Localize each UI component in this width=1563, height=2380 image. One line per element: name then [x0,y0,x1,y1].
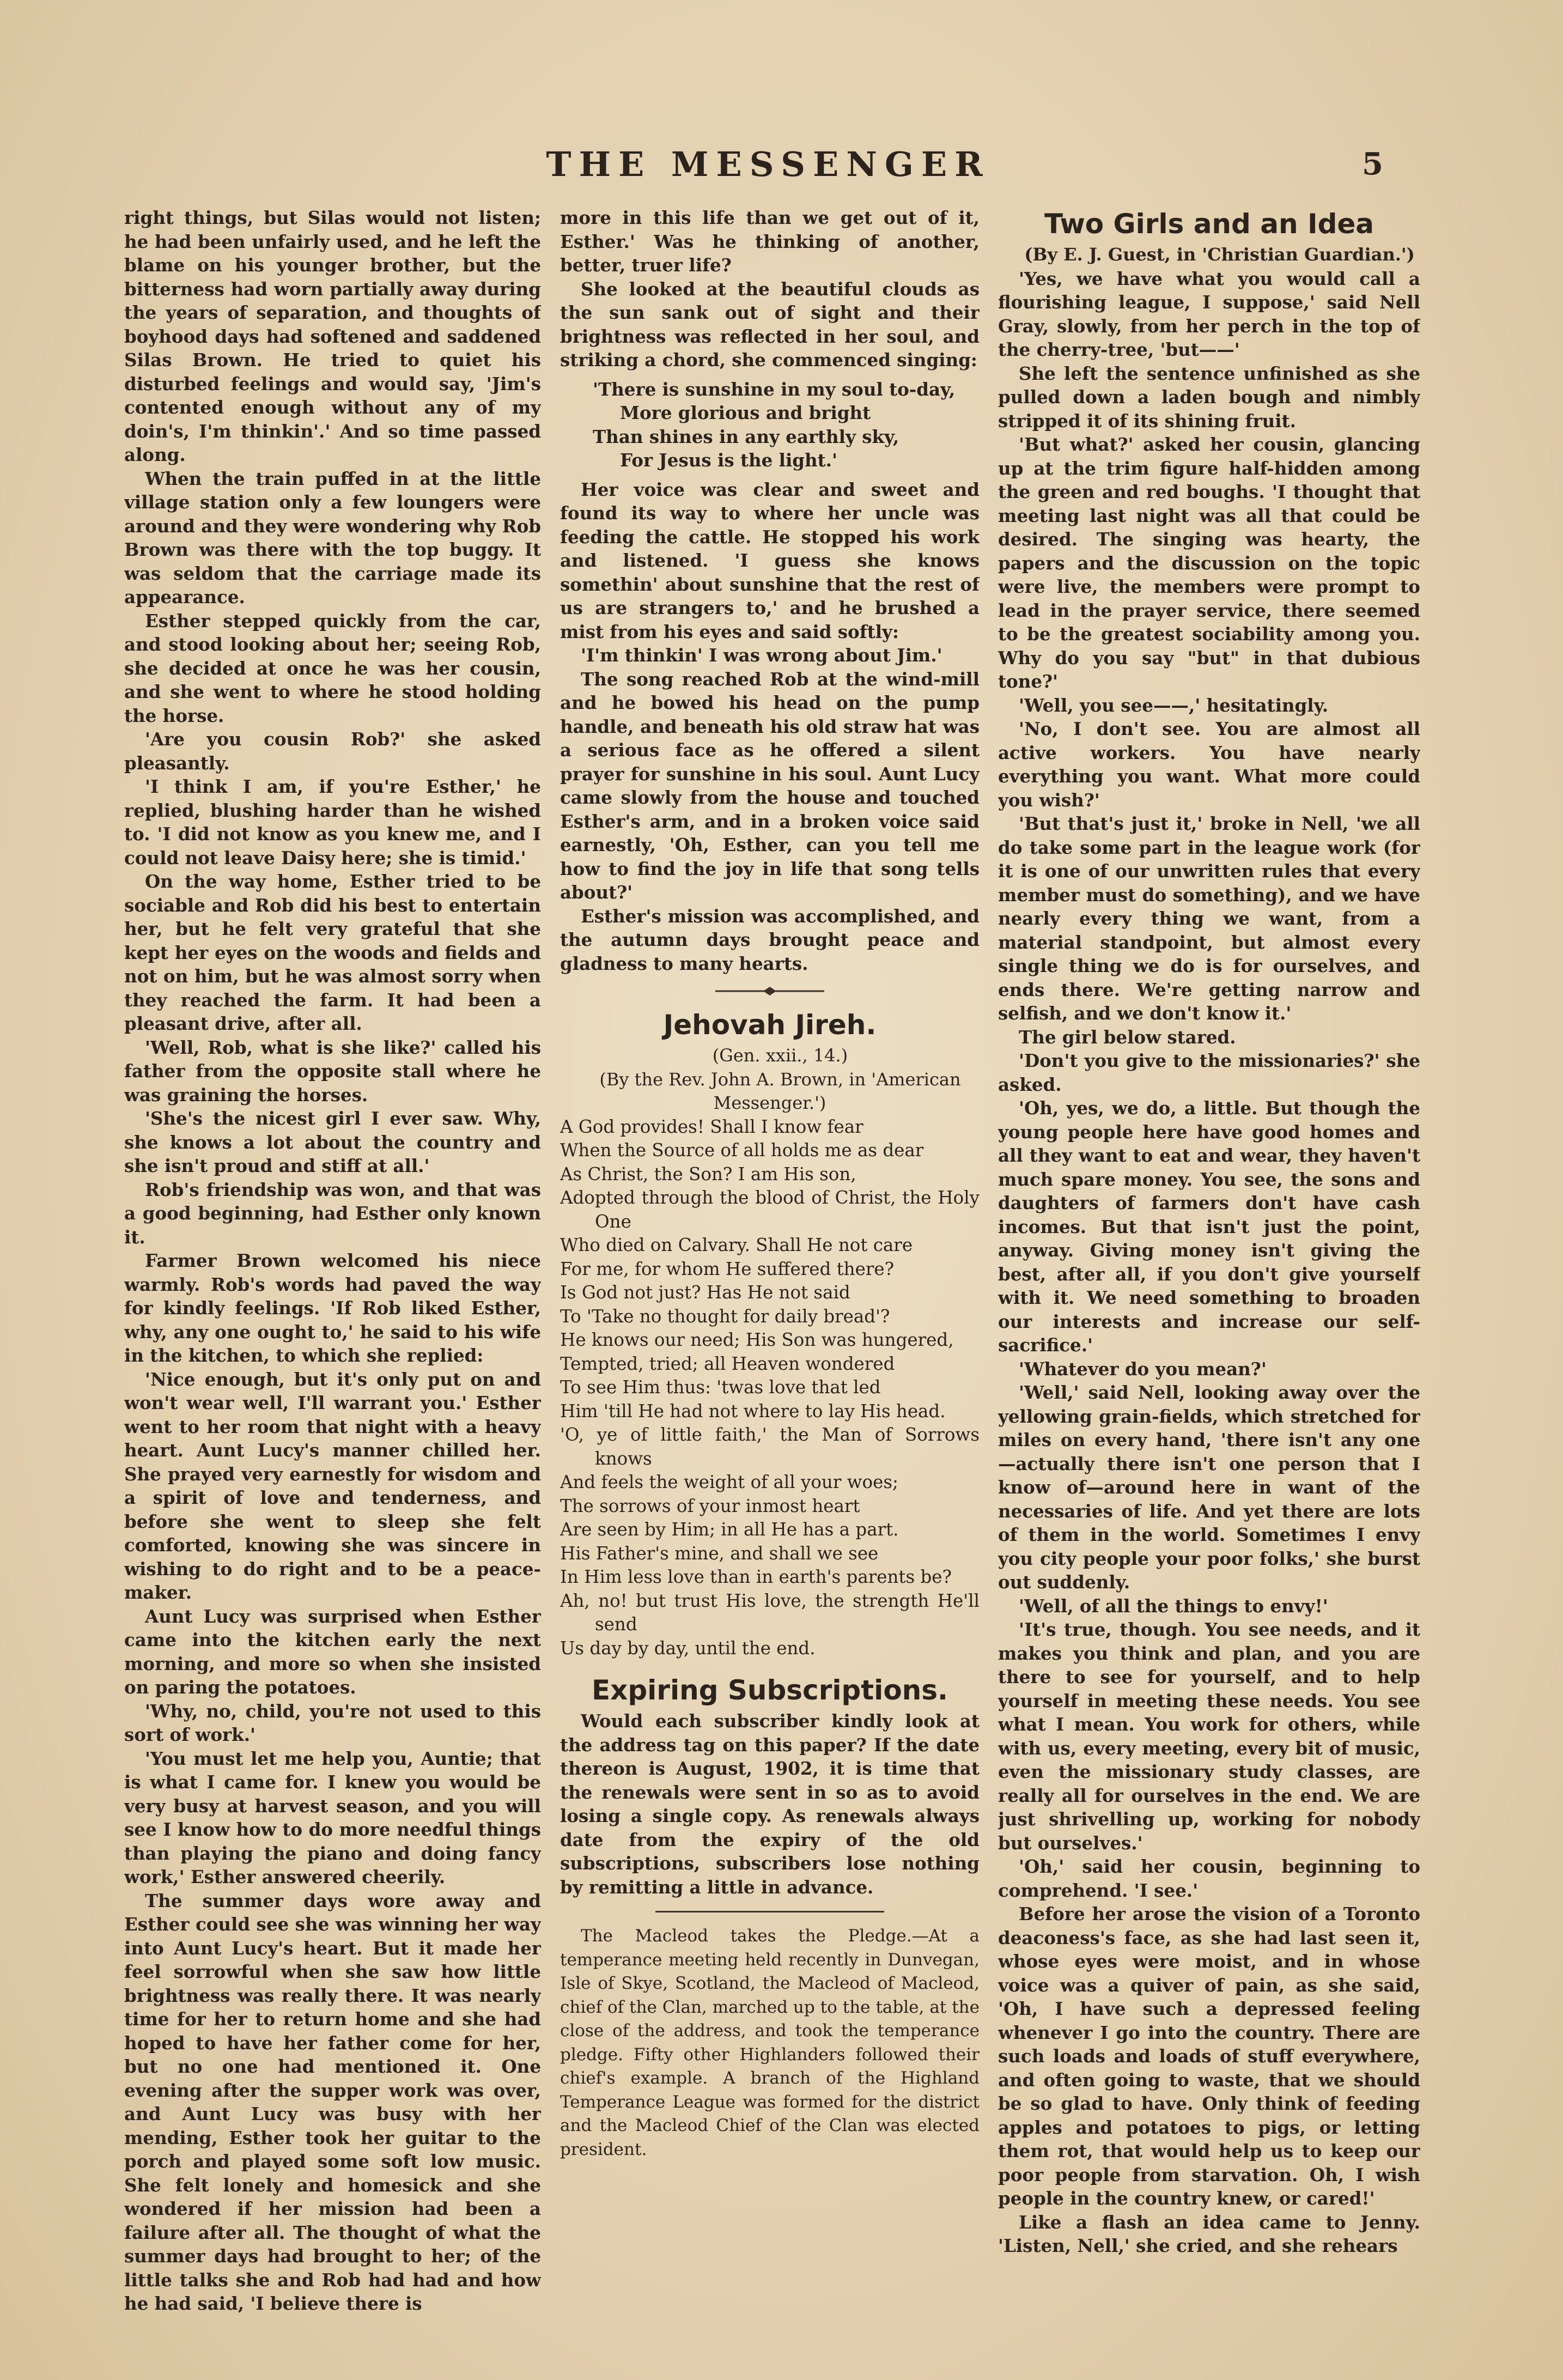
hymn-line: Ah, no! but trust His love, the strength He'll send [560,1590,980,1635]
hymn-title: Jehovah Jireh. [663,1009,877,1041]
hymn-credit: (By the Rev. John A. Brown, in 'American Messenger.') [599,1068,961,1113]
story-continuation [560,206,980,975]
hymn-line: Who died on Calvary. Shall He not care [560,1235,913,1255]
paragraph: Esther stepped quickly from the car, and stood looking about her; seeing Rob, she decided at once he was her cousin, and she went to where he stood holding the horse. [124,610,541,726]
paragraph: 'But what?' asked her cousin, glancing up at the trim figure half-hidden among the green and red boughs. 'I thought that meeting last night was all that could be desired. The singing was hearty, the papers and the discussion on the topic were live, the members were prompt to lead in the prayer service, there seemed to be the greatest sociability among you. Why do you say "but" in that dubious tone?' [998,434,1420,692]
paragraph: 'Whatever do you mean?' [1019,1358,1267,1380]
paragraph: 'Are you cousin Rob?' she asked pleasantly. [124,728,541,774]
paragraph: 'Well, you see——,' hesitatingly. [1019,694,1329,716]
paragraph: When the train puffed in at the little village station only a few loungers were around and they were wondering why Rob Brown was there with the top buggy. It was seldom that the carriage made its appearance. [124,467,541,608]
paragraph: 'It's true, though. You see needs, and it makes you think and plan, and you are there to see for yourself, and to help yourself in meeting these needs. You see what I mean. You work for others, while with us, every meeting, every bit of music, even the missionary study classes, are really all for ourselves in the end. We are just shrivelling up, working for nobody but ourselves.' [998,1619,1420,1854]
paragraph: Would each subscriber kindly look at the address tag on this paper? If the date thereon is August, 1902, it is time that the renewals were sent in so as to avoid losing a single copy. As renewals always date from the expiry of the old subscriptions, subscribers lose nothing by remitting a little in advance. [560,1710,980,1898]
hymn-line: To see Him thus: 'twas love that led [560,1377,881,1398]
song-line: 'There is sunshine in my soul to-day, [593,378,956,400]
paragraph: 'Nice enough, but it's only put on and won't wear well, I'll warrant you.' Esther went to her room that night with a heavy heart. Aunt Lucy's manner chilled her. She prayed very earnestly for wisdom and a spirit of love and tenderness, and before she went to sleep she felt comforted, knowing she was sincere in wishing to do right and to be a peace-maker. [124,1368,541,1603]
paragraph: Like a flash an idea came to Jenny. 'Listen, Nell,' she cried, and she rehears [998,2211,1420,2256]
paragraph: Aunt Lucy was surprised when Esther came into the kitchen early the next morning, and more so when she insisted on paring the potatoes. [124,1605,541,1698]
paragraph: The summer days wore away and Esther could see she was winning her way into Aunt Lucy's heart. But it made her feel sorrowful when she saw how little brightness was really there. It was nearly time for her to return home and she had hoped to have her father come for her, but no one had mentioned it. One evening after the supper work was over, and Aunt Lucy was busy with her mending, Esther took her guitar to the porch and played some soft low music. She felt lonely and homesick and she wondered if her mission had been a failure after all. The thought of what the summer days had brought to her; of the little talks she and Rob had had and how he had said, 'I believe there is [124,1890,541,2314]
hymn-line: For me, for whom He suffered there? [560,1258,895,1279]
hymn-reference: (Gen. xxii., 14.) [712,1045,848,1066]
hymn-line: Tempted, tried; all Heaven wondered [560,1353,895,1374]
song-verse [560,378,980,472]
hymn-line: 'O, ye of little faith,' the Man of Sorrows knows [560,1424,980,1469]
section-divider [560,983,980,999]
song-line: More glorious and bright [620,402,871,423]
hymn-line: When the Source of all holds me as dear [560,1140,924,1161]
paragraph: 'Well, Rob, what is she like?' called his father from the opposite stall where he was graining the horses. [124,1036,541,1106]
paragraph: right things, but Silas would not listen; he had been unfairly used, and he left the blame on his younger brother, but the bitterness had worn partially away during the years of separation, and thoughts of boyhood days had softened and saddened Silas Brown. He tried to quiet his disturbed feelings and would say, 'Jim's contented enough without any of my doin's, I'm thinkin'.' And so time passed along. [124,207,541,465]
paragraph: 'I think I am, if you're Esther,' he replied, blushing harder than he wished to. 'I did not know as you knew me, and I could not leave Daisy here; she is timid.' [124,776,541,869]
paragraph: Farmer Brown welcomed his niece warmly. Rob's words had paved the way for kindly feelings. 'If Rob liked Esther, why, any one ought to,' he said to his wife in the kitchen, to which she replied: [124,1250,541,1366]
hymn-line: Adopted through the blood of Christ, the Holy One [560,1187,980,1232]
paragraph: 'You must let me help you, Auntie; that is what I came for. I knew you would be very busy at harvest season, and you will see I know how to do more needful things than playing the piano and doing fancy work,' Esther answered cheerily. [124,1747,541,1887]
hymn-line: In Him less love than in earth's parents be? [560,1567,952,1587]
article-title: Two Girls and an Idea [1044,208,1375,240]
paragraph: Her voice was clear and sweet and found its way to where her uncle was feeding the cattle. He stopped his work and listened. 'I guess she knows somethin' about sunshine that the rest of us are strangers to,' and he brushed a mist from his eyes and said softly: [560,478,980,642]
hymn-line: To 'Take no thought for daily bread'? [560,1306,890,1327]
paragraph: more in this life than we get out of it, Esther.' Was he thinking of another, better, truer life? [560,207,980,276]
hymn-line: Him 'till He had not where to lay His head. [560,1400,946,1422]
paragraph: She left the sentence unfinished as she pulled down a laden bough and nimbly stripped it of its shining fruit. [998,362,1420,432]
masthead: THE MESSENGER [546,144,990,184]
song-line: Than shines in any earthly sky, [593,426,899,447]
macleod-item: The Macleod takes the Pledge.—At a temperance meeting held recently in Dunvegan, Isle of Skye, Scotland, the Macleod of Macleod, chief of the Clan, marched up to the table, at the close of the address, and took the temperance pledge. Fifty other Highlanders followed their chief's example. A branch of the Highland Temperance League was formed for the district and the Macleod Chief of the Clan was elected president. [560,1926,980,2159]
paragraph: 'Why, no, child, you're not used to this sort of work.' [124,1700,541,1745]
hymn-line: A God provides! Shall I know fear [560,1116,863,1137]
paragraph: 'Yes, we have what you would call a flourishing league, I suppose,' said Nell Gray, slowly, from her perch in the top of the cherry-tree, 'but——' [998,268,1420,360]
paragraph: 'But that's just it,' broke in Nell, 'we all do take some part in the league work (for it is one of our unwritten rules that every member must do something), and we have nearly every thing we want, from a material standpoint, but almost every single thing we do is for ourselves, and ends there. We're getting narrow and selfish, and we don't know it.' [998,813,1420,1024]
paragraph: 'Don't you give to the missionaries?' she asked. [998,1050,1420,1095]
article-credit: (By E. J. Guest, in 'Christian Guardian.') [1024,244,1415,265]
paragraph: 'She's the nicest girl I ever saw. Why, she knows a lot about the country and she isn't proud and stiff at all.' [124,1108,541,1176]
paragraph: 'Oh,' said her cousin, beginning to comprehend. 'I see.' [998,1856,1420,1901]
hymn-line: He knows our need; His Son was hungered, [560,1329,954,1350]
hymn-line: As Christ, the Son? I am His son, [560,1163,856,1185]
paragraph: 'Well, of all the things to envy!' [1019,1595,1328,1617]
column-2 [560,206,980,2331]
hymn-line: Is God not just? Has He not said [560,1282,850,1303]
column-3 [998,206,1420,2331]
paragraph: Before her arose the vision of a Toronto deaconess's face, as she had last seen it, whose eyes were moist, and in whose voice was a quiver of pain, as she said, 'Oh, I have such a depressed feeling whenever I go into the country. There are such loads and loads of stuff everywhere, and often going to waste, that we should be so glad to have. Only think of feeding apples and potatoes to pigs, or letting them rot, that would help us to keep our poor people from starvation. Oh, I wish people in the country knew, or cared!' [998,1903,1420,2209]
subscriptions-title: Expiring Subscriptions. [591,1674,948,1706]
paragraph: Rob's friendship was won, and that was a good beginning, had Esther only known it. [124,1179,541,1248]
paragraph: The song reached Rob at the wind-mill and he bowed his head on the pump handle, and beneath his old straw hat was a serious face as he offered a silent prayer for sunshine in his soul. Aunt Lucy came slowly from the house and touched Esther's arm, and in a broken voice said earnestly, 'Oh, Esther, can you tell me how to find the joy in life that song tells about?' [560,668,980,903]
paragraph: 'Well,' said Nell, looking away over the yellowing grain-fields, which stretched for miles on every hand, 'there isn't any one —actually there isn't one person that I know of—around here in want of the necessaries of life. And yet there are lots of them in the world. Sometimes I envy you city people your poor folks,' she burst out suddenly. [998,1382,1420,1593]
paragraph: The girl below stared. [1019,1026,1236,1048]
hymn-line: His Father's mine, and shall we see [560,1543,879,1564]
song-line: For Jesus is the light.' [620,450,837,471]
paragraph: 'I'm thinkin' I was wrong about Jim.' [581,645,942,666]
column-1 [124,206,541,2331]
page-number: 5 [1362,146,1383,182]
hymn-line: Are seen by Him; in all He has a part. [560,1519,899,1540]
paragraph: 'Oh, yes, we do, a little. But though the young people here have good homes and all they want to eat and wear, they haven't much spare money. You see, the sons and daughters of farmers don't have cash incomes. But that isn't just the point, anyway. Giving money isn't giving the best, after all, if you don't give yourself with it. We need something to broaden our interests and increase our self-sacrifice.' [998,1097,1420,1356]
paragraph: She looked at the beautiful clouds as the sun sank out of sight and their brightness was reflected in her soul, and striking a chord, she commenced singing: [560,278,980,371]
paragraph: On the way home, Esther tried to be sociable and Rob did his best to entertain her, but he felt very grateful that she kept her eyes on the woods and fields and not on him, but he was almost sorry when they reached the farm. It had been a pleasant drive, after all. [124,871,541,1034]
hymn-line: Us day by day, until the end. [560,1637,816,1659]
hymn-line: The sorrows of your inmost heart [560,1495,860,1516]
section-rule [655,1911,884,1912]
subscriptions-notice [560,1709,980,1899]
paragraph: 'No, I don't see. You are almost all active workers. You have nearly everything you want. What more could you wish?' [998,718,1420,811]
paragraph: Esther's mission was accomplished, and the autumn days brought peace and gladness to many hearts. [560,905,980,974]
hymn-line: And feels the weight of all your woes; [560,1472,898,1492]
hymn-body [560,1115,980,1661]
